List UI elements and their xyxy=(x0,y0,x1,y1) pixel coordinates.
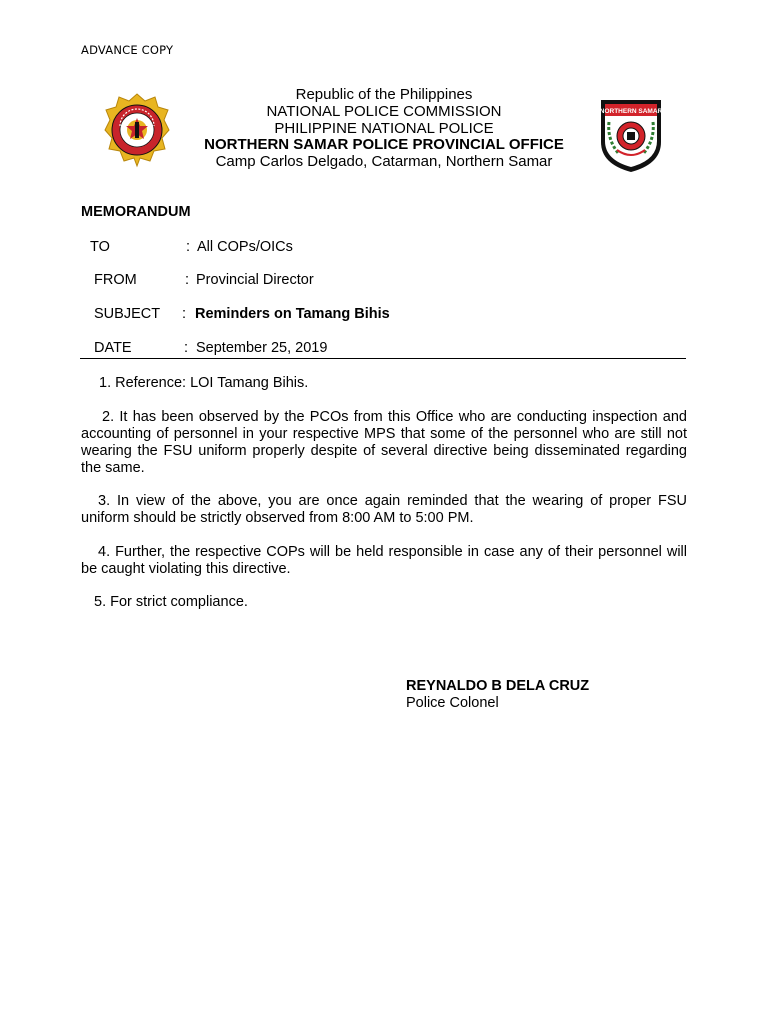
memo-subject-label: SUBJECT xyxy=(94,306,161,322)
paragraph-3: 3. In view of the above, you are once again reminded that the wearing of proper FSU uniform should be strictly observed from 8:00 AM to 5:00 PM. xyxy=(81,493,687,526)
letterhead xyxy=(180,87,588,171)
memo-subject-value: Reminders on Tamang Bihis xyxy=(195,306,390,322)
header-address: Camp Carlos Delgado, Catarman, Northern Samar xyxy=(215,153,553,171)
paragraph-4: 4. Further, the respective COPs will be held responsible in case any of their personnel will be caught violating this directive. xyxy=(81,544,687,577)
paragraph-1: 1. Reference: LOI Tamang Bihis. xyxy=(99,375,309,391)
memo-subject-colon: : xyxy=(182,306,187,322)
paragraph-5: 5. For strict compliance. xyxy=(94,594,248,610)
shield-banner-text: NORTHERN SAMAR xyxy=(599,108,663,115)
memo-date-label: DATE xyxy=(94,340,132,356)
pnp-seal-icon xyxy=(104,92,170,168)
memo-date-colon: : xyxy=(184,340,189,356)
header-pnp: PHILIPPINE NATIONAL POLICE xyxy=(274,119,494,137)
signatory-rank: Police Colonel xyxy=(406,695,499,711)
nspo-shield-icon xyxy=(597,98,665,174)
memo-from-value: Provincial Director xyxy=(196,272,314,288)
header-napolcom: NATIONAL POLICE COMMISSION xyxy=(266,102,502,120)
signatory-name: REYNALDO B DELA CRUZ xyxy=(406,678,590,694)
header-office: NORTHERN SAMAR POLICE PROVINCIAL OFFICE xyxy=(204,136,564,154)
memo-date-value: September 25, 2019 xyxy=(196,340,328,356)
memo-from-colon: : xyxy=(185,272,190,288)
advance-copy-label: ADVANCE COPY xyxy=(81,43,174,57)
header-republic: Republic of the Philippines xyxy=(295,86,473,103)
memo-to-label: TO xyxy=(90,239,110,255)
memo-to-colon: : xyxy=(186,239,191,255)
memo-title: MEMORANDUM xyxy=(81,204,191,220)
memo-to-value: All COPs/OICs xyxy=(197,239,293,255)
paragraph-2: 2. It has been observed by the PCOs from this Office who are conducting inspection and accounting of personnel in your respective MPS that some of the personnel who are still not wearing the FSU uniform properly despite of several directive being disseminated regarding the same. xyxy=(81,409,687,476)
header-divider xyxy=(80,358,686,359)
memo-from-label: FROM xyxy=(94,272,137,288)
